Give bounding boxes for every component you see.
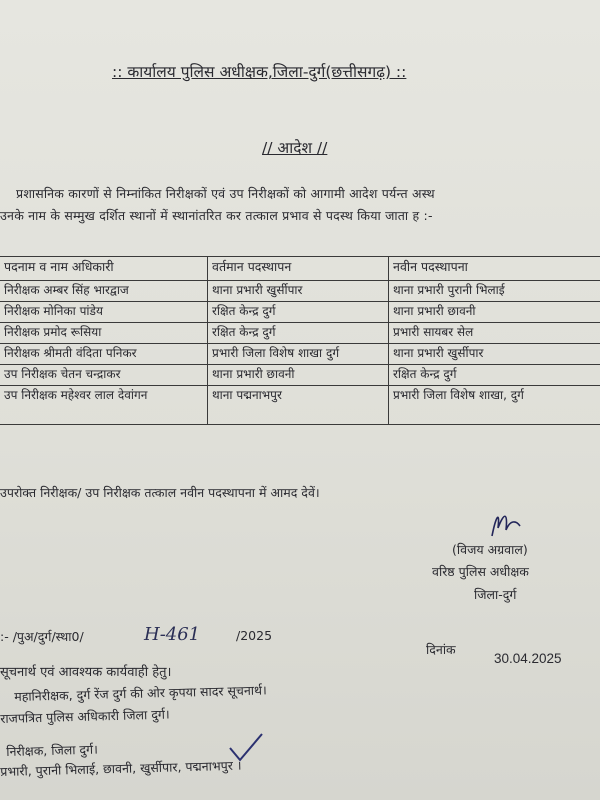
checkmark-icon — [226, 730, 266, 764]
new-posting-cell: रक्षित केन्द्र दुर्ग — [389, 365, 600, 386]
officer-cell: उप निरीक्षक चेतन चन्द्राकर — [0, 365, 208, 386]
current-posting-cell: रक्षित केन्द्र दुर्ग — [208, 302, 389, 323]
intro-line-1: प्रशासनिक कारणों से निम्नांकित निरीक्षकों एवं उप निरीक्षकों को आगामी आदेश पर्यन्त अस्थ — [16, 186, 435, 201]
signatory-name: (विजय अग्रवाल) — [452, 542, 528, 557]
copy-item: राजपत्रित पुलिस अधिकारी जिला दुर्ग। — [0, 706, 170, 726]
current-posting-cell: थाना पद्मनाभपुर — [208, 386, 389, 425]
intro-line-2: उनके नाम के सम्मुख दर्शित स्थानों में स्थानांतरित कर तत्काल प्रभाव से पदस्थ किया जाता ह :- — [0, 208, 433, 223]
new-posting-cell: थाना प्रभारी खुर्सीपार — [389, 344, 600, 365]
new-posting-cell: थाना प्रभारी छावनी — [389, 302, 600, 323]
table-row — [0, 386, 600, 425]
officer-cell: निरीक्षक प्रमोद रूसिया — [0, 323, 208, 344]
signatory-place: जिला-दुर्ग — [474, 587, 517, 602]
copy-item: महानिरीक्षक, दुर्ग रेंज दुर्ग की ओर कृपया सादर सूचनार्थ। — [14, 682, 267, 704]
order-title: // आदेश // — [262, 139, 328, 157]
officer-cell: उप निरीक्षक महेश्वर लाल देवांगन — [0, 386, 208, 425]
table-header-row — [0, 257, 600, 281]
column-header-current-posting: वर्तमान पदस्थापन — [208, 257, 389, 281]
reference-prefix: :- /पुअ/दुर्ग/स्था0/ — [0, 629, 84, 644]
column-header-officer: पदनाम व नाम अधिकारी — [0, 257, 208, 281]
new-posting-cell: थाना प्रभारी पुरानी भिलाई — [389, 281, 600, 302]
column-header-new-posting: नवीन पदस्थापना — [389, 257, 600, 281]
signatory-designation: वरिष्ठ पुलिस अधीक्षक — [432, 564, 529, 579]
signature-mark — [486, 506, 526, 542]
office-title: :: कार्यालय पुलिस अधीक्षक,जिला-दुर्ग(छत्तीसगढ़) :: — [112, 63, 407, 81]
table-row — [0, 344, 600, 365]
new-posting-cell: प्रभारी सायबर सेल — [389, 323, 600, 344]
current-posting-cell: थाना प्रभारी छावनी — [208, 365, 389, 386]
officer-cell: निरीक्षक मोनिका पांडेय — [0, 302, 208, 323]
copy-item: प्रभारी, पुरानी भिलाई, छावनी, खुर्सीपार, पद्मनाभपुर । — [0, 757, 242, 779]
current-posting-cell: रक्षित केन्द्र दुर्ग — [208, 323, 389, 344]
date-label: दिनांक — [426, 642, 456, 657]
table-row — [0, 281, 600, 302]
date-value: 30.04.2025 — [494, 651, 562, 666]
reference-number: H-461 — [144, 624, 201, 645]
table-row — [0, 302, 600, 323]
reference-year: /2025 — [236, 628, 273, 643]
transfer-table — [0, 256, 600, 425]
table-row — [0, 365, 600, 386]
copy-item: निरीक्षक, जिला दुर्ग। — [6, 741, 99, 759]
officer-cell: निरीक्षक श्रीमती वंदिता पनिकर — [0, 344, 208, 365]
copy-heading: सूचनार्थ एवं आवश्यक कार्यवाही हेतु। — [0, 665, 172, 680]
table-row — [0, 323, 600, 344]
joining-note: उपरोक्त निरीक्षक/ उप निरीक्षक तत्काल नवीन पदस्थापना में आमद देवें। — [0, 485, 320, 500]
officer-cell: निरीक्षक अम्बर सिंह भारद्वाज — [0, 281, 208, 302]
current-posting-cell: प्रभारी जिला विशेष शाखा दुर्ग — [208, 344, 389, 365]
new-posting-cell: प्रभारी जिला विशेष शाखा, दुर्ग — [389, 386, 600, 425]
current-posting-cell: थाना प्रभारी खुर्सीपार — [208, 281, 389, 302]
